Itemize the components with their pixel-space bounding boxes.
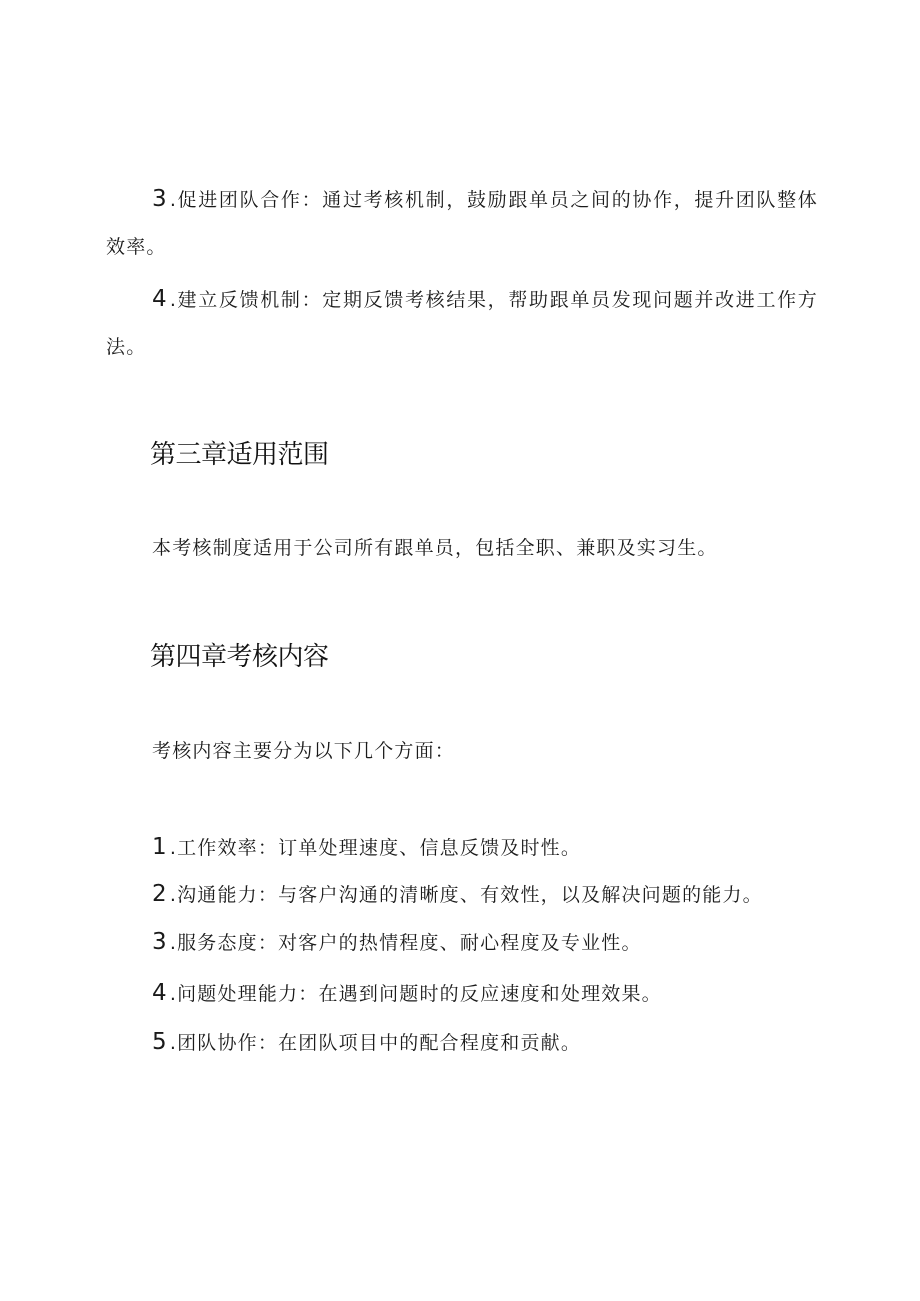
content-item-text: .沟通能力：与客户沟通的清晰度、有效性，以及解决问题的能力。 [169,884,763,906]
goal-item-text: .建立反馈机制：定期反馈考核结果，帮助跟单员发现问题并改进工作方法。 [106,289,818,358]
content-item-number: 5 [152,1029,168,1055]
chapter3-body: 本考核制度适用于公司所有跟单员，包括全职、兼职及实习生。 [152,537,718,559]
content-item-5 [152,1027,581,1058]
content-item-3 [152,927,642,958]
content-item-text: .工作效率：订单处理速度、信息反馈及时性。 [169,837,582,859]
chapter3-title: 第三章适用范围 [150,440,329,470]
content-item-number: 4 [152,980,168,1006]
content-item-number: 3 [152,929,168,955]
content-item-2 [152,879,763,910]
goal-item-text: .促进团队合作：通过考核机制，鼓励跟单员之间的协作，提升团队整体效率。 [106,189,818,258]
goal-item-number: 3 [152,186,168,212]
chapter4-intro: 考核内容主要分为以下几个方面： [152,740,456,762]
content-item-text: .问题处理能力：在遇到问题时的反应速度和处理效果。 [169,983,662,1005]
goal-item-3 [106,176,818,271]
goal-item-4 [106,276,818,371]
content-item-text: .服务态度：对客户的热情程度、耐心程度及专业性。 [169,932,642,954]
content-item-number: 1 [152,834,168,860]
content-item-text: .团队协作：在团队项目中的配合程度和贡献。 [169,1032,582,1054]
content-item-4 [152,978,662,1009]
goal-item-number: 4 [152,286,168,312]
content-item-1 [152,832,581,863]
chapter4-title: 第四章考核内容 [150,642,329,672]
content-item-number: 2 [152,881,168,907]
